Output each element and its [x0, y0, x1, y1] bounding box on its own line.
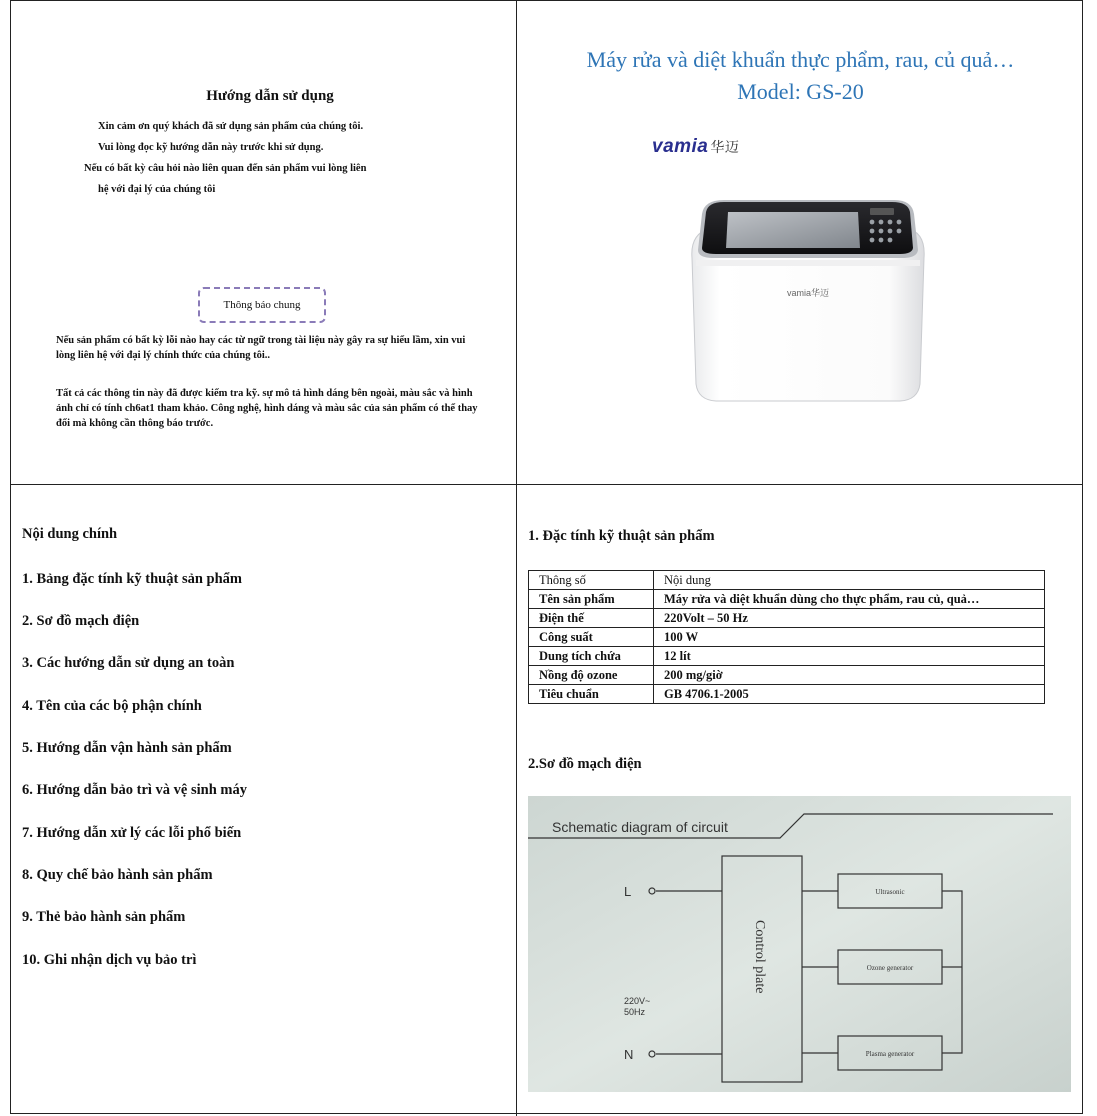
- brand-cn: 华迈: [710, 139, 740, 155]
- product-name: Máy rửa và diệt khuẩn thực phẩm, rau, củ quả…: [586, 47, 1015, 72]
- module-plasma-generator: Plasma generator: [865, 1050, 915, 1058]
- intro-line: Vui lòng đọc kỹ hướng dẫn này trước khi sử dụng.: [98, 142, 324, 153]
- table-row: [529, 666, 1045, 685]
- intro-title: Hướng dẫn sử dụng: [206, 88, 334, 104]
- intro-line: Nếu có bất kỳ câu hỏi nào liên quan đến sản phẩm vui lòng liên: [84, 163, 367, 174]
- notice-paragraph: Tất cả các thông tin này đã được kiểm tra kỹ. sự mô tả hình dáng bên ngoài, màu sắc và hình ảnh chỉ có tính ch6at1 tham khảo. Công nghệ, hình dáng và màu sắc của sản phẩm có thể thay đổi mà không cần thông báo trước.: [56, 388, 478, 429]
- toc-item: 5. Hướng dẫn vận hành sản phẩm: [22, 740, 232, 756]
- spec-value: 200 mg/giờ: [654, 666, 1045, 685]
- column-divider: [516, 0, 517, 1116]
- header-cell: Nội dung: [654, 571, 1045, 590]
- toc-item: 2. Sơ đồ mạch điện: [22, 613, 140, 629]
- spec-key: Tên sản phẩm: [529, 590, 654, 609]
- toc-item: 8. Quy chế bảo hành sản phẩm: [22, 867, 213, 883]
- module-ozone-generator: Ozone generator: [866, 964, 914, 972]
- toc-item: 10. Ghi nhận dịch vụ bảo trì: [22, 952, 197, 968]
- table-row: [529, 628, 1045, 647]
- row-divider: [10, 484, 1083, 485]
- supply-frequency: 50Hz: [624, 1007, 646, 1017]
- intro-text: [84, 116, 474, 200]
- brand-logo: [652, 136, 739, 158]
- specs-table: [528, 570, 1045, 704]
- toc-item: 3. Các hướng dẫn sử dụng an toàn: [22, 655, 235, 671]
- spec-value: 220Volt – 50 Hz: [654, 609, 1045, 628]
- toc-item: 7. Hướng dẫn xử lý các lỗi phổ biến: [22, 825, 242, 841]
- model-number: Model: GS-20: [737, 79, 864, 104]
- spec-key: Điện thế: [529, 609, 654, 628]
- circuit-section-title: 2.Sơ đồ mạch điện: [528, 756, 642, 772]
- spec-value: 12 lít: [654, 647, 1045, 666]
- module-ultrasonic: Ultrasonic: [875, 888, 905, 896]
- toc-header: Nội dung chính: [22, 526, 118, 542]
- circuit-diagram-photo: [528, 796, 1071, 1092]
- terminal-l-label: L: [624, 884, 632, 899]
- table-row: [529, 590, 1045, 609]
- spec-value: 100 W: [654, 628, 1045, 647]
- spec-key: Dung tích chứa: [529, 647, 654, 666]
- toc-item: 4. Tên của các bộ phận chính: [22, 698, 202, 714]
- notice-label: Thông báo chung: [198, 287, 326, 323]
- circuit-heading: Schematic diagram of circuit: [552, 819, 728, 835]
- intro-line: Xin cảm ơn quý khách đã sử dụng sản phẩm của chúng tôi.: [98, 121, 364, 132]
- product-image: [688, 198, 928, 403]
- notice-paragraph: Nếu sản phẩm có bất kỳ lỗi nào hay các từ ngữ trong tài liệu này gây ra sự hiểu lầm, xin vui lòng liên hệ với đại lý chính thức của chúng tôi..: [56, 335, 466, 361]
- table-row: [529, 609, 1045, 628]
- spec-key: Tiêu chuẩn: [529, 685, 654, 704]
- specs-section-title: 1. Đặc tính kỹ thuật sản phẩm: [528, 528, 715, 544]
- toc-item: 9. Thẻ bảo hành sản phẩm: [22, 909, 186, 925]
- header-cell: Thông số: [529, 571, 654, 590]
- terminal-n-label: N: [624, 1047, 634, 1062]
- supply-voltage: 220V~: [624, 996, 651, 1006]
- specs-table-header: [529, 571, 1045, 590]
- spec-key: Nồng độ ozone: [529, 666, 654, 685]
- device-logo: vamia华迈: [786, 288, 830, 298]
- table-row: [529, 647, 1045, 666]
- intro-line: hệ với đại lý của chúng tôi: [98, 184, 216, 195]
- table-row: [529, 685, 1045, 704]
- toc-item: 1. Bảng đặc tính kỹ thuật sản phẩm: [22, 571, 242, 587]
- spec-value: Máy rửa và diệt khuẩn dùng cho thực phẩm, rau củ, quả…: [654, 590, 1045, 609]
- toc-item: 6. Hướng dẫn bảo trì và vệ sinh máy: [22, 782, 247, 798]
- spec-value: GB 4706.1-2005: [654, 685, 1045, 704]
- brand-latin: vamia: [652, 136, 709, 157]
- cover-title: [518, 44, 1083, 108]
- spec-key: Công suất: [529, 628, 654, 647]
- control-plate-label: Control plate: [752, 920, 767, 994]
